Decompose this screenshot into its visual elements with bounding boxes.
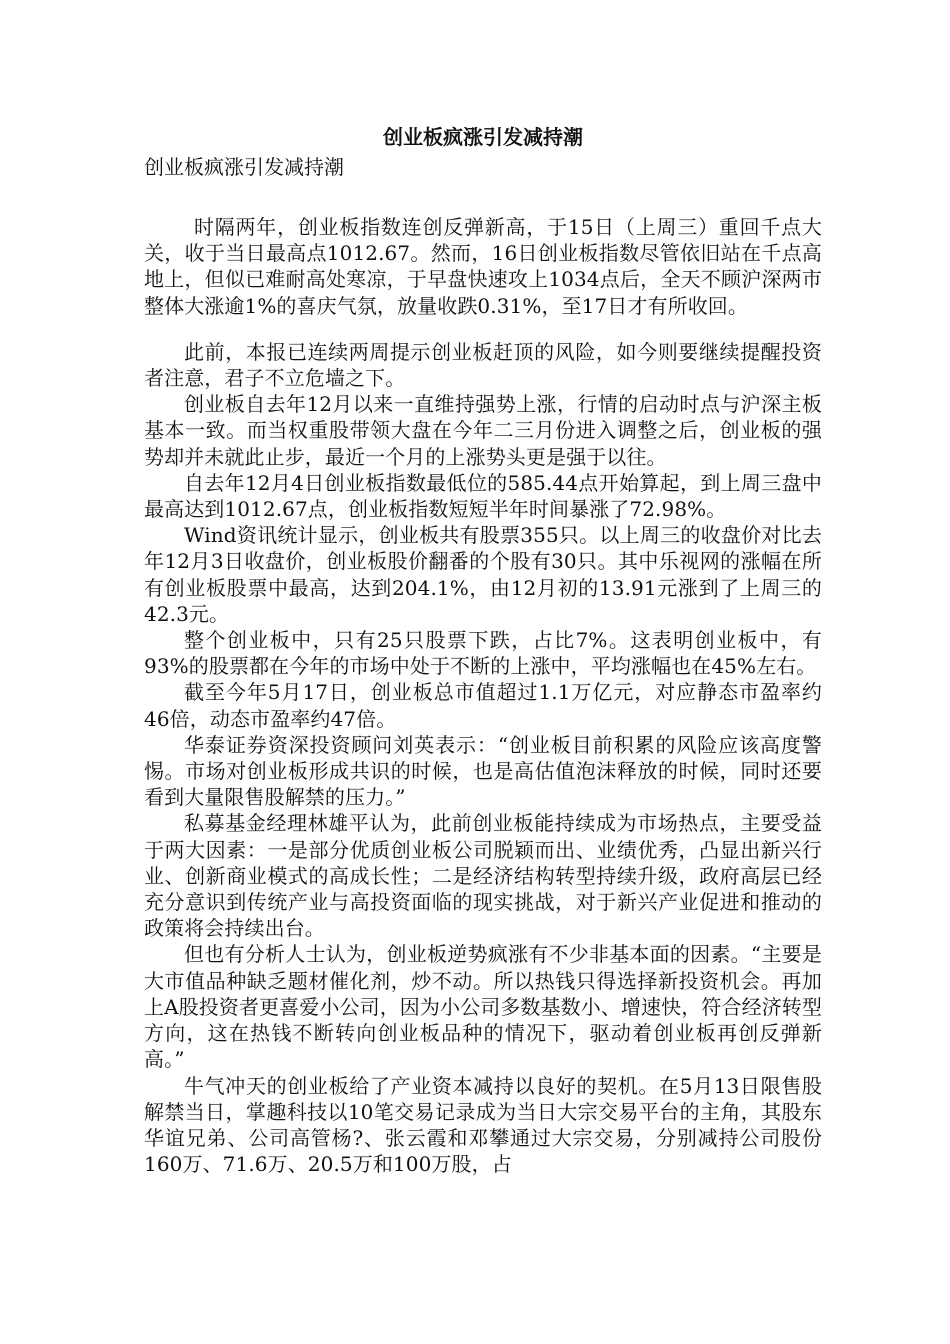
paragraph-2: 此前，本报已连续两周提示创业板赶顶的风险，如今则要继续提醒投资者注意，君子不立危墙之下。 [144,339,822,391]
paragraph-1: 时隔两年，创业板指数连创反弹新高，于15日（上周三）重回千点大关，收于当日最高点1012.67。然而，16日创业板指数尽管依旧站在千点高地上，但似已难耐高处寒凉，于早盘快速攻上1034点后，全天不顾沪深两市整体大涨逾1%的喜庆气氛，放量收跌0.31%，至17日才有所收回。 [144,215,822,318]
blank-line [144,182,822,214]
paragraph-8: 华泰证券资深投资顾问刘英表示：“创业板目前积累的风险应该高度警惕。市场对创业板形成共识的时候，也是高估值泡沫释放的时候，同时还要看到大量限售股解禁的压力。” [144,732,822,810]
paragraph-10: 但也有分析人士认为，创业板逆势疯涨有不少非基本面的因素。“主要是大市值品种缺乏题材催化剂，炒不动。所以热钱只得选择新投资机会。再加上A股投资者更喜爱小公司，因为小公司多数基数小、增速快，符合经济转型方向，这在热钱不断转向创业板品种的情况下，驱动着创业板再创反弹新高。” [144,942,822,1072]
paragraph-5: Wind资讯统计显示，创业板共有股票355只。以上周三的收盘价对比去年12月3日收盘价，创业板股价翻番的个股有30只。其中乐视网的涨幅在所有创业板股票中最高，达到204.1%，由12月初的13.91元涨到了上周三的42.3元。 [144,523,822,626]
document-title: 创业板疯涨引发减持潮 [383,125,583,149]
paragraph-3: 创业板自去年12月以来一直维持强势上涨，行情的启动时点与沪深主板基本一致。而当权重股带领大盘在今年二三月份进入调整之后，创业板的强势却并未就此止步，最近一个月的上涨势头更是强于以往。 [144,392,822,469]
paragraph-11: 牛气冲天的创业板给了产业资本减持以良好的契机。在5月13日限售股解禁当日，掌趣科技以10笔交易记录成为当日大宗交易平台的主角，其股东华谊兄弟、公司高管杨?、张云霞和邓攀通过大宗交易，分别减持公司股份160万、71.6万、20.5万和100万股，占 [144,1073,822,1177]
document-body [144,122,822,1177]
paragraph-6: 整个创业板中，只有25只股票下跌，占比7%。这表明创业板中，有93%的股票都在今年的市场中处于不断的上涨中，平均涨幅也在45%左右。 [144,628,822,679]
paragraph-9: 私募基金经理林雄平认为，此前创业板能持续成为市场热点，主要受益于两大因素：一是部分优质创业板公司脱颖而出、业绩优秀，凸显出新兴行业、创新商业模式的高成长性；二是经济结构转型持续升级，政府高层已经充分意识到传统产业与高投资面临的现实挑战，对于新兴产业促进和推动的政策将会持续出台。 [144,811,822,941]
blank-line [144,319,822,339]
paragraph-4: 自去年12月4日创业板指数最低位的585.44点开始算起，到上周三盘中最高达到1012.67点，创业板指数短短半年时间暴涨了72.98%。 [144,470,822,522]
paragraph-7: 截至今年5月17日，创业板总市值超过1.1万亿元，对应静态市盈率约46倍，动态市盈率约47倍。 [144,680,822,731]
document-subtitle: 创业板疯涨引发减持潮 [144,155,344,179]
